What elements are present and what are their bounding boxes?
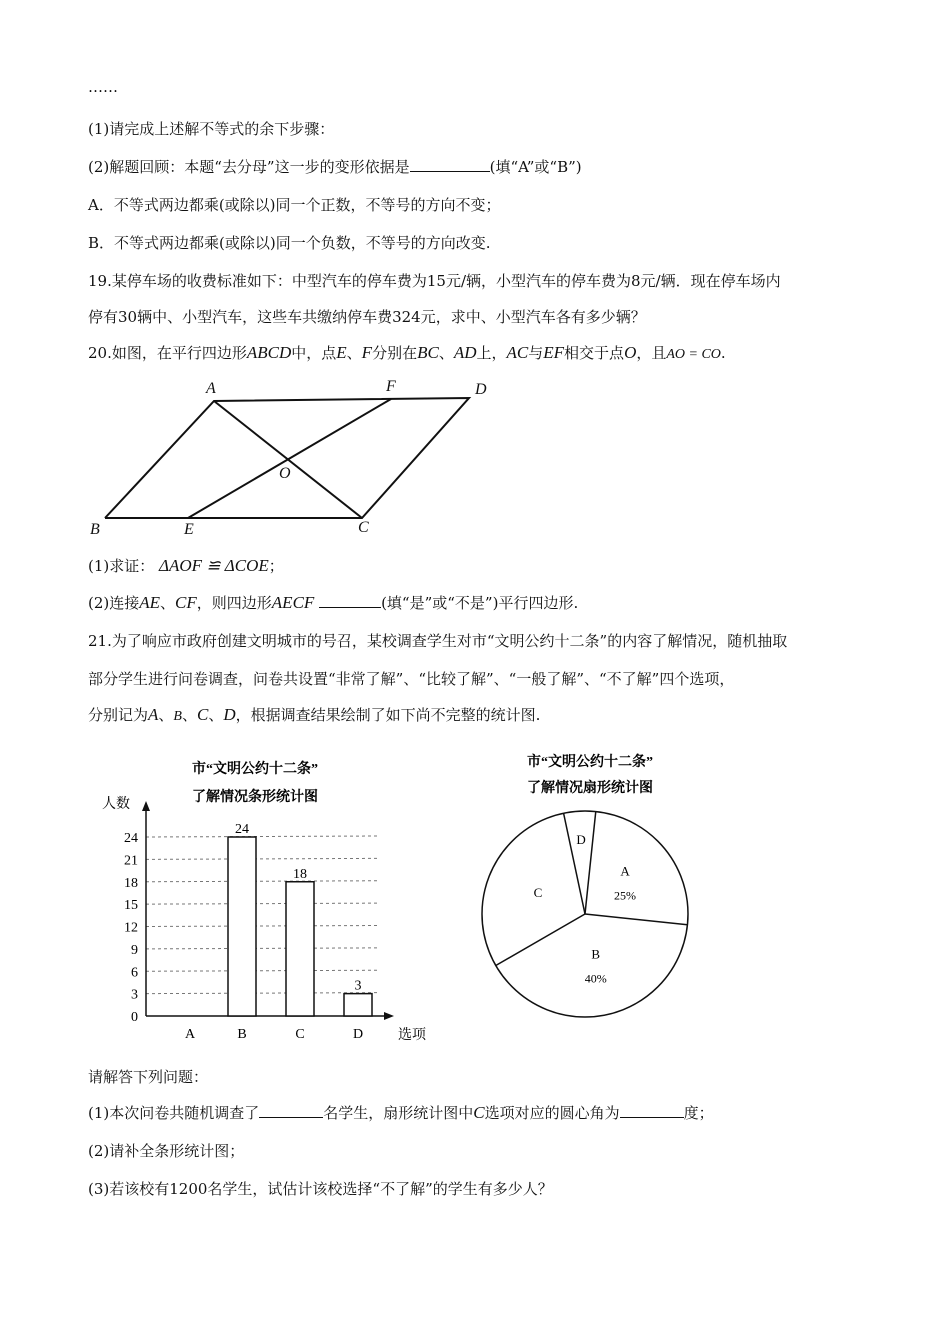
- math: A: [148, 705, 159, 724]
- problem-19-line1: 19.某停车场的收费标准如下：中型汽车的停车费为15元/辆，小型汽车的停车费为8元/辆．现在停车场内: [88, 272, 781, 290]
- grid-line: [146, 993, 378, 994]
- pie-slice-label-a: A: [620, 863, 630, 879]
- label-d: D: [475, 381, 487, 398]
- text: 分别记为: [88, 706, 149, 724]
- y-tick-label: 24: [124, 831, 138, 846]
- text: .: [720, 344, 726, 362]
- answer-blank-count[interactable]: [259, 1103, 323, 1118]
- text: 20.如图，在平行四边形: [88, 344, 247, 362]
- bar-chart-subtitle: 了解情况条形统计图: [192, 790, 318, 805]
- bar-c: [286, 882, 314, 1016]
- text: 选项对应的圆心角为: [484, 1104, 620, 1122]
- text: 名学生，扇形统计图中: [323, 1104, 474, 1122]
- text: 、: [208, 706, 224, 724]
- y-tick-label: 6: [131, 965, 138, 981]
- bar-value-label: 3: [354, 978, 362, 994]
- math: ABCD: [246, 343, 292, 362]
- problem-21-q1: [88, 1102, 714, 1123]
- y-tick-label: 12: [124, 920, 138, 936]
- x-axis-label: 选项: [398, 1028, 426, 1043]
- text: 相交于点: [564, 344, 625, 362]
- parallelogram-figure: [80, 372, 500, 542]
- text: 、: [160, 594, 176, 612]
- text: 、: [181, 706, 197, 724]
- pie-chart-title: 市“文明公约十二条”: [527, 755, 653, 770]
- x-tick-label: C: [295, 1027, 305, 1042]
- text: 上，: [476, 344, 507, 362]
- option-a: A．不等式两边都乘(或除以)同一个正数，不等号的方向不变；: [88, 196, 501, 214]
- answer-blank[interactable]: [410, 157, 490, 172]
- text: 与: [528, 344, 544, 362]
- math: AC: [506, 343, 529, 362]
- problem-20-q2: [88, 592, 578, 613]
- text: (1)求证：: [88, 557, 155, 575]
- text: (填“是”或“不是”)平行四边形.: [381, 594, 579, 612]
- label-e: E: [184, 521, 194, 538]
- y-tick-label: 9: [131, 942, 138, 958]
- y-tick-label: 18: [124, 875, 138, 891]
- label-a: A: [206, 380, 216, 397]
- math: C: [197, 705, 209, 724]
- x-tick-label: D: [352, 1027, 364, 1042]
- bar-chart-title: 市“文明公约十二条”: [192, 762, 318, 777]
- q2-text: (2)解题回顾：本题“去分母”这一步的变形依据是: [88, 158, 410, 176]
- text: 、: [346, 344, 362, 362]
- math: AECF: [271, 593, 315, 612]
- x-tick-label: B: [237, 1027, 247, 1042]
- pie-slice-label-c: C: [533, 885, 543, 901]
- text: 分别在: [372, 344, 418, 362]
- grid-line: [146, 858, 378, 859]
- text: ，则四边形: [196, 594, 272, 612]
- option-b: B．不等式两边都乘(或除以)同一个负数，不等号的方向改变.: [88, 234, 491, 252]
- pie-slice-label-b: B: [591, 946, 601, 962]
- text: ，且: [636, 344, 667, 362]
- problem-21-line2: 部分学生进行问卷调查，问卷共设置“非常了解”、“比较了解”、“一般了解”、“不了解”四个选项，: [88, 670, 735, 688]
- ellipsis: ……: [88, 78, 118, 96]
- text: 度；: [683, 1104, 714, 1122]
- pie-chart: [470, 742, 710, 1052]
- ask-line: 请解答下列问题：: [88, 1068, 209, 1086]
- problem-21-line1: 21.为了响应市政府创建文明城市的号召，某校调查学生对市“文明公约十二条”的内容了解情况，随机抽取: [88, 632, 788, 650]
- y-tick-label: 0: [131, 1010, 138, 1025]
- math: E: [336, 343, 347, 362]
- math: O: [624, 343, 637, 362]
- text: ；: [268, 557, 284, 575]
- math: AD: [453, 343, 477, 362]
- grid-line: [146, 948, 378, 949]
- label-o: O: [279, 465, 291, 482]
- answer-blank[interactable]: [319, 593, 381, 608]
- text: (2)连接: [88, 594, 140, 612]
- grid-line: [146, 881, 378, 882]
- pie-chart-subtitle: 了解情况扇形统计图: [527, 781, 653, 796]
- math: EF: [543, 343, 565, 362]
- text: ，根据调查结果绘制了如下尚不完整的统计图.: [235, 706, 541, 724]
- text: (1)本次问卷共随机调查了: [88, 1104, 260, 1122]
- math: AO = CO: [666, 347, 721, 362]
- grid-line: [146, 903, 378, 904]
- q2-hint: (填“A”或“B”): [489, 158, 582, 176]
- y-axis-label: 人数: [102, 797, 130, 812]
- label-b: B: [90, 521, 100, 538]
- bar-value-label: 18: [293, 866, 307, 882]
- math: CF: [175, 593, 197, 612]
- bar-b: [228, 837, 256, 1016]
- x-tick-label: A: [184, 1027, 196, 1042]
- grid-line: [146, 926, 378, 927]
- pie-slice-percent: 25%: [614, 888, 637, 903]
- problem-21-q3: (3)若该校有1200名学生，试估计该校选择“不了解”的学生有多少人？: [88, 1180, 553, 1198]
- problem-20-stem: [88, 342, 726, 363]
- math: ΔAOF ≌ ΔCOE: [159, 556, 269, 575]
- grid-line: [146, 836, 378, 837]
- question-2: [88, 156, 582, 177]
- text: 、: [438, 344, 454, 362]
- problem-21-q2: (2)请补全条形统计图；: [88, 1142, 245, 1160]
- problem-19-line2: 停有30辆中、小型汽车，这些车共缴纳停车费324元，求中、小型汽车各有多少辆？: [88, 308, 646, 326]
- problem-21-line3: [88, 704, 540, 725]
- segment-ef: [188, 399, 391, 518]
- math: BC: [417, 343, 439, 362]
- bar-chart: [90, 745, 450, 1045]
- bar-d: [344, 994, 372, 1016]
- grid-line: [146, 970, 378, 971]
- y-tick-label: 3: [131, 987, 138, 1003]
- pie-slice-percent: 40%: [584, 971, 607, 986]
- math: D: [223, 705, 236, 724]
- question-1: (1)请完成上述解不等式的余下步骤：: [88, 120, 335, 138]
- math: C: [473, 1103, 485, 1122]
- label-c: C: [358, 519, 369, 536]
- bar-value-label: 24: [235, 822, 249, 837]
- math: F: [361, 343, 373, 362]
- math: B: [173, 709, 182, 724]
- text: 中，点: [291, 344, 337, 362]
- x-axis-arrow: [384, 1012, 394, 1020]
- problem-20-q1: [88, 555, 284, 576]
- y-tick-label: 21: [124, 853, 138, 869]
- math: AE: [139, 593, 161, 612]
- label-f: F: [386, 378, 396, 395]
- answer-blank-angle[interactable]: [620, 1103, 684, 1118]
- y-axis-arrow: [142, 801, 150, 811]
- text: 、: [158, 706, 174, 724]
- pie-slice-label-d: D: [576, 831, 586, 847]
- y-tick-label: 15: [124, 898, 138, 914]
